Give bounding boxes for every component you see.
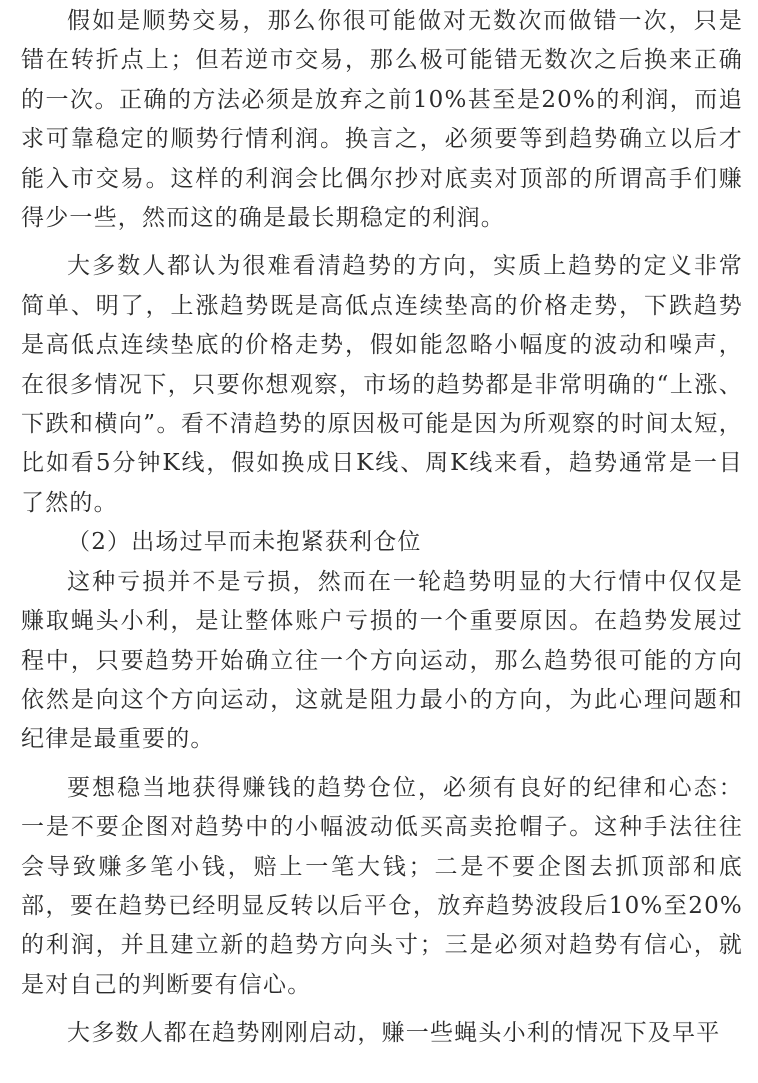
paragraph-4: 要想稳当地获得赚钱的趋势仓位，必须有良好的纪律和心态：一是不要企图对趋势中的小幅波动低买高卖抢帽子。这种手法往往会导致赚多笔小钱，赔上一笔大钱；二是不要企图去抓顶部和底部，要在趋势已经明显反转以后平仓，放弃趋势波段后10%至20%的利润，并且建立新的趋势方向头寸；三是必须对趋势有信心，就是对自己的判断要有信心。 bbox=[21, 774, 743, 998]
paragraph-5: 大多数人都在趋势刚刚启动，赚一些蝇头小利的情况下及早平 bbox=[67, 1020, 721, 1047]
paragraph-3: 这种亏损并不是亏损，然而在一轮趋势明显的大行情中仅仅是赚取蝇头小利，是让整体账户亏损的一个重要原因。在趋势发展过程中，只要趋势开始确立往一个方向运动，那么趋势很可能的方向依然是向这个方向运动，这就是阻力最小的方向，为此心理问题和纪律是最重要的。 bbox=[21, 568, 743, 753]
body-text bbox=[21, 2, 743, 1054]
paragraph-1: 假如是顺势交易，那么你很可能做对无数次而做错一次，只是错在转折点上；但若逆市交易，那么极可能错无数次之后换来正确的一次。正确的方法必须是放弃之前10%甚至是20%的利润，而追求可靠稳定的顺势行情利润。换言之，必须要等到趋势确立以后才能入市交易。这样的利润会比偶尔抄对底卖对顶部的所谓高手们赚得少一些，然而这的确是最长期稳定的利润。 bbox=[21, 8, 743, 232]
section-heading: （2）出场过早而未抱紧获利仓位 bbox=[67, 529, 422, 556]
paragraph-2: 大多数人都认为很难看清趋势的方向，实质上趋势的定义非常简单、明了，上涨趋势既是高低点连续垫高的价格走势，下跌趋势是高低点连续垫底的价格走势，假如能忽略小幅度的波动和噪声，在很多情况下，只要你想观察，市场的趋势都是非常明确的“上涨、下跌和横向”。看不清趋势的原因极可能是因为所观察的时间太短，比如看5分钟K线，假如换成日K线、周K线来看，趋势通常是一目了然的。 bbox=[21, 253, 743, 516]
